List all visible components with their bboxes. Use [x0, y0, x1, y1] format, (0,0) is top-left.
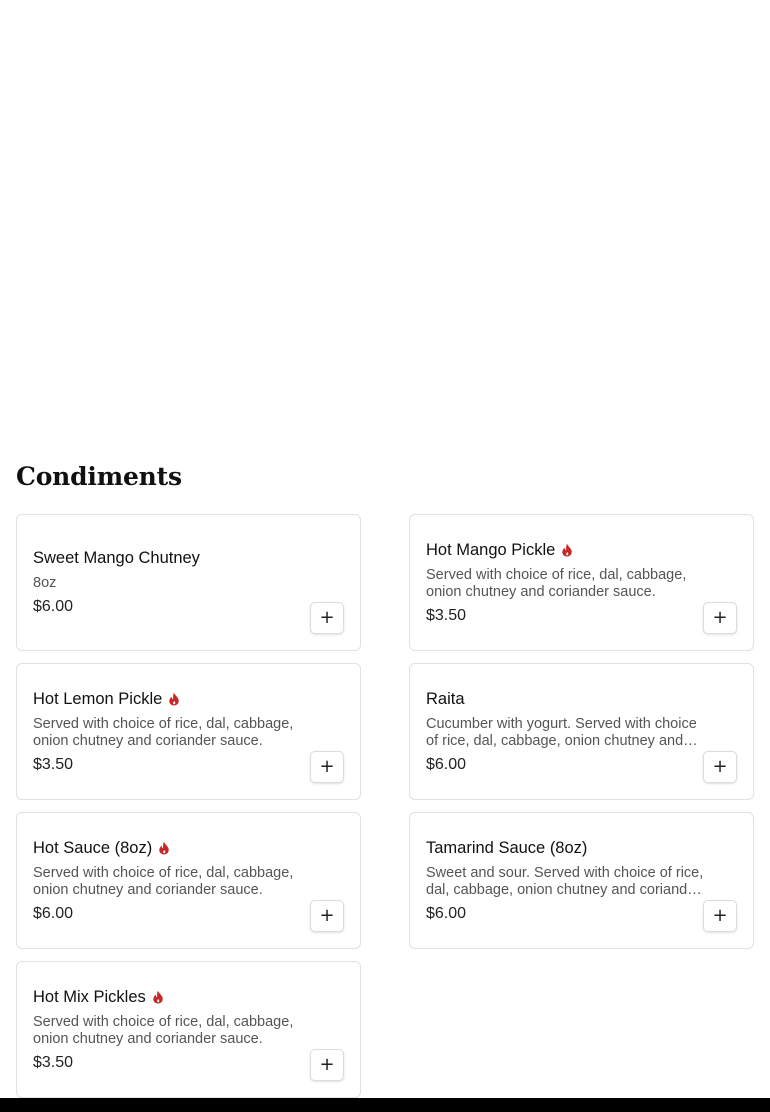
add-to-cart-button[interactable] [703, 900, 737, 932]
menu-item-card[interactable] [16, 514, 361, 651]
plus-icon: + [319, 905, 335, 926]
menu-item-description: Sweet and sour. Served with choice of rice, dal, cabbage, onion chutney and coriander [426, 864, 704, 898]
spicy-flame-icon [152, 990, 164, 1004]
menu-item-body [426, 838, 706, 924]
spicy-flame-icon [561, 543, 573, 557]
menu-item-price: $3.50 [33, 755, 74, 773]
menu-item-grid [16, 514, 754, 1098]
section-title: Condiments [16, 462, 182, 491]
spicy-flame-icon [168, 692, 180, 706]
menu-item-body [33, 689, 313, 775]
plus-icon: + [319, 756, 335, 777]
menu-item-description: 8oz [33, 575, 57, 591]
plus-icon: + [712, 756, 728, 777]
spicy-flame-icon [158, 841, 170, 855]
menu-item-title-row [426, 689, 706, 709]
plus-icon: + [319, 1054, 335, 1075]
menu-item-body [426, 689, 706, 775]
menu-item-card[interactable] [409, 514, 754, 651]
menu-item-price: $3.50 [33, 1053, 74, 1071]
menu-item-description: Served with choice of rice, dal, cabbage, onion chutney and coriander sauce. [33, 864, 294, 898]
add-to-cart-button[interactable] [310, 602, 344, 634]
bottom-bar [0, 1098, 770, 1112]
menu-item-title-row [33, 987, 313, 1007]
menu-item-price: $6.00 [426, 755, 467, 773]
add-to-cart-button[interactable] [703, 751, 737, 783]
menu-item-card[interactable] [16, 663, 361, 800]
menu-item-body [33, 987, 313, 1073]
menu-item-title-row [33, 548, 313, 568]
menu-item-body [33, 838, 313, 924]
menu-item-description: Cucumber with yogurt. Served with choice of rice, dal, cabbage, onion chutney and [426, 715, 697, 749]
menu-item-body [33, 548, 313, 617]
menu-item-title-row [33, 838, 313, 858]
menu-item-name: Sweet Mango Chutney [33, 549, 200, 567]
add-to-cart-button[interactable] [703, 602, 737, 634]
menu-item-card[interactable] [409, 663, 754, 800]
menu-item-name: Hot Mango Pickle [426, 540, 556, 559]
menu-item-description: Served with choice of rice, dal, cabbage, onion chutney and coriander sauce. [33, 1013, 294, 1047]
menu-item-description: Served with choice of rice, dal, cabbage, onion chutney and coriander sauce. [33, 715, 294, 749]
menu-item-name: Hot Sauce (8oz) [33, 838, 153, 857]
menu-item-name: Hot Mix Pickles [33, 987, 146, 1006]
menu-item-name: Hot Lemon Pickle [33, 689, 163, 708]
add-to-cart-button[interactable] [310, 900, 344, 932]
menu-item-name: Raita [426, 689, 465, 708]
menu-item-card[interactable] [409, 812, 754, 949]
menu-item-body [426, 540, 706, 626]
menu-item-card[interactable] [16, 812, 361, 949]
menu-item-price: $3.50 [426, 606, 467, 624]
menu-item-title-row [426, 838, 706, 858]
menu-item-price: $6.00 [33, 598, 74, 615]
plus-icon: + [319, 607, 335, 628]
add-to-cart-button[interactable] [310, 751, 344, 783]
add-to-cart-button[interactable] [310, 1049, 344, 1081]
menu-item-price: $6.00 [33, 904, 74, 922]
menu-item-title-row [33, 689, 313, 709]
menu-item-price: $6.00 [426, 904, 467, 922]
menu-item-description: Served with choice of rice, dal, cabbage, onion chutney and coriander sauce. [426, 566, 687, 600]
plus-icon: + [712, 905, 728, 926]
menu-item-name: Tamarind Sauce (8oz) [426, 838, 588, 857]
menu-item-title-row [426, 540, 706, 560]
menu-item-card[interactable] [16, 961, 361, 1098]
plus-icon: + [712, 607, 728, 628]
